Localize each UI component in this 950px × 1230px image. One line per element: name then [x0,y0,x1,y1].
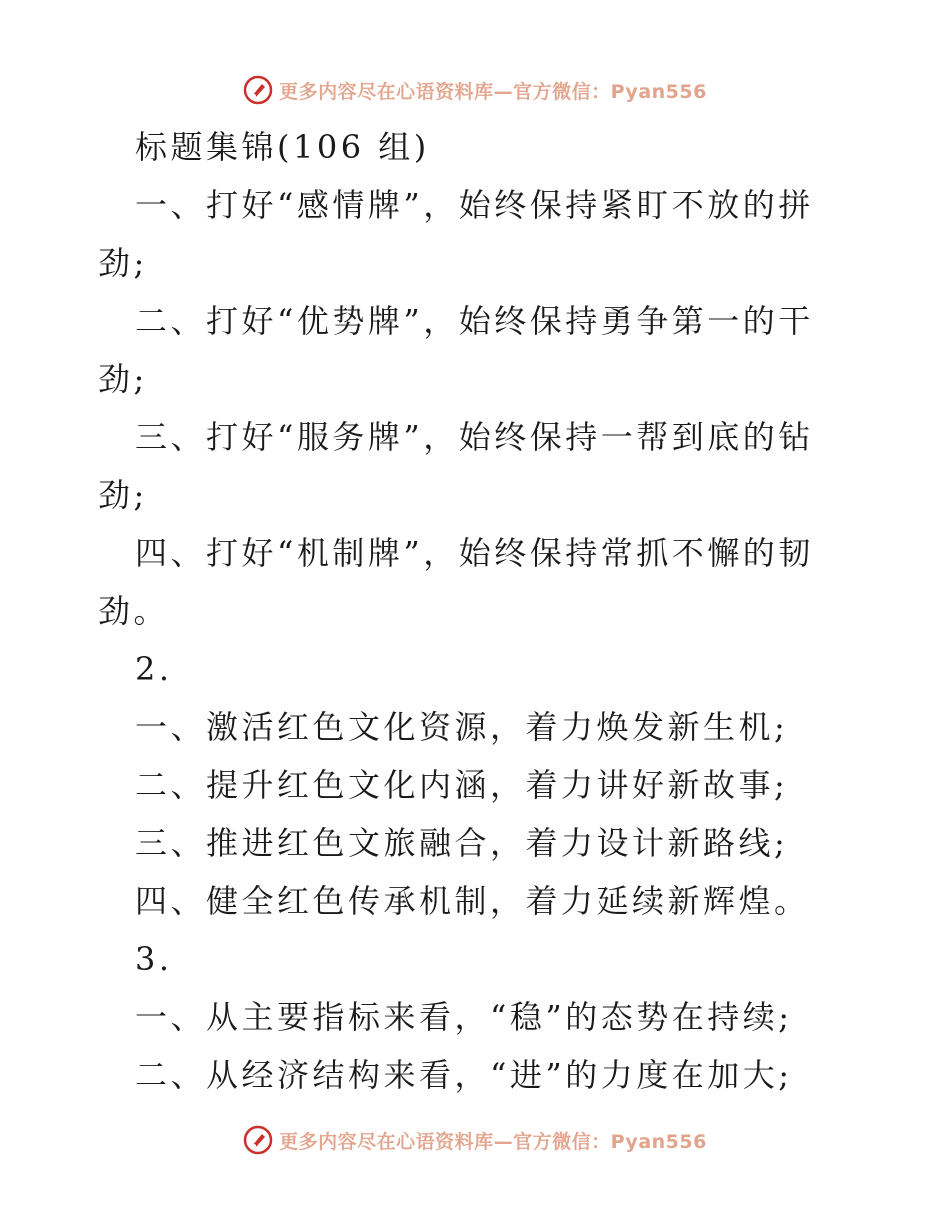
text-line: 一、从主要指标来看，“稳”的态势在持续; [135,998,793,1036]
text-line: 一、打好“感情牌”，始终保持紧盯不放的拼 [135,186,814,224]
header-watermark-text: 更多内容尽在心语资料库—官方微信：Pyan556 [279,80,707,103]
text-line: 三、推进红色文旅融合，着力设计新路线; [135,824,789,862]
footer-watermark-text: 更多内容尽在心语资料库—官方微信：Pyan556 [279,1130,707,1153]
text-line: 二、提升红色文化内涵，着力讲好新故事; [135,766,789,804]
pen-nib-icon [243,1125,273,1155]
text-line: 劲; [98,360,148,398]
text-line: 一、激活红色文化资源，着力焕发新生机; [135,708,789,746]
text-line: 劲。 [98,592,170,630]
document-title: 标题集锦(106 组) [135,128,430,166]
text-line: 劲; [98,476,148,514]
footer-watermark [0,1120,950,1160]
text-line: 三、打好“服务牌”，始终保持一帮到底的钻 [135,418,814,456]
text-line: 二、打好“优势牌”，始终保持勇争第一的干 [135,302,814,340]
section-number: 2. [135,650,173,688]
text-line: 四、打好“机制牌”，始终保持常抓不懈的韧 [135,534,814,572]
text-line: 劲; [98,244,148,282]
text-line: 四、健全红色传承机制，着力延续新辉煌。 [135,882,810,920]
pen-nib-icon [243,75,273,105]
header-watermark [0,70,950,110]
section-number: 3. [135,940,173,978]
text-line: 二、从经济结构来看，“进”的力度在加大; [135,1056,793,1094]
